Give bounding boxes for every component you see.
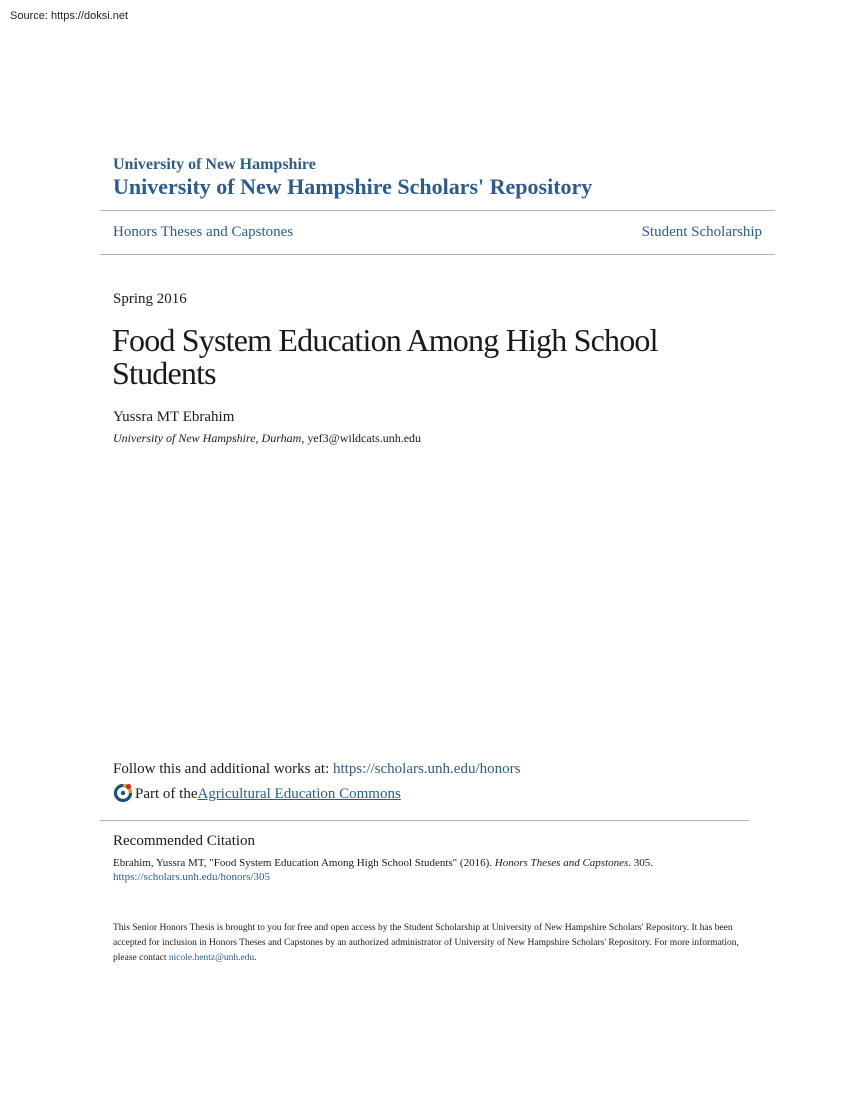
institution-name[interactable]: University of New Hampshire bbox=[113, 156, 316, 173]
nav-honors-theses-link[interactable]: Honors Theses and Capstones bbox=[113, 224, 294, 240]
source-note: Source: https://doksi.net bbox=[10, 10, 129, 22]
contact-email-link[interactable]: nicole.hentz@unh.edu bbox=[168, 953, 255, 963]
publication-date: Spring 2016 bbox=[113, 291, 187, 307]
repository-header bbox=[113, 155, 592, 200]
part-of-line bbox=[113, 784, 401, 804]
citation-number: . 305. bbox=[628, 857, 654, 869]
author-email: , yef3@wildcats.unh.edu bbox=[301, 431, 422, 445]
paper-title: Food System Education Among High School Students bbox=[112, 322, 658, 391]
follow-prefix: Follow this and additional works at: bbox=[113, 761, 333, 777]
repository-name[interactable]: University of New Hampshire Scholars' Repository bbox=[113, 174, 593, 199]
access-statement-text: This Senior Honors Thesis is brought to you for free and open access by the Student Scholarship at University of New Hampshire Scholars' Repository. It has been accepted for inclusion in Honors Theses and Capstones by an authorized administrator of University of New Hampshire Scholars' Repository. For more information, please contact bbox=[113, 923, 739, 963]
nav-student-scholarship-link[interactable]: Student Scholarship bbox=[641, 224, 762, 240]
citation-url-link[interactable]: https://scholars.unh.edu/honors/305 bbox=[113, 871, 271, 883]
divider-top bbox=[100, 210, 775, 211]
recommended-citation-heading: Recommended Citation bbox=[113, 833, 256, 849]
part-of-prefix: Part of the bbox=[135, 785, 198, 802]
agricultural-education-commons-link[interactable]: Agricultural Education Commons bbox=[197, 785, 401, 802]
affiliation-institution: University of New Hampshire, Durham bbox=[113, 431, 302, 445]
follow-line bbox=[113, 761, 520, 778]
divider-nav bbox=[100, 254, 775, 255]
access-statement bbox=[113, 921, 743, 966]
divider-citation bbox=[100, 820, 750, 821]
citation-main: Ebrahim, Yussra MT, "Food System Education Among High School Students" (2016). bbox=[113, 857, 495, 869]
author-name: Yussra MT Ebrahim bbox=[113, 409, 235, 425]
network-icon bbox=[113, 782, 133, 802]
honors-collection-link[interactable]: https://scholars.unh.edu/honors bbox=[332, 761, 521, 777]
author-affiliation bbox=[113, 431, 421, 446]
access-statement-end: . bbox=[254, 953, 257, 963]
citation-text bbox=[113, 856, 733, 871]
citation-series: Honors Theses and Capstones bbox=[494, 857, 629, 869]
